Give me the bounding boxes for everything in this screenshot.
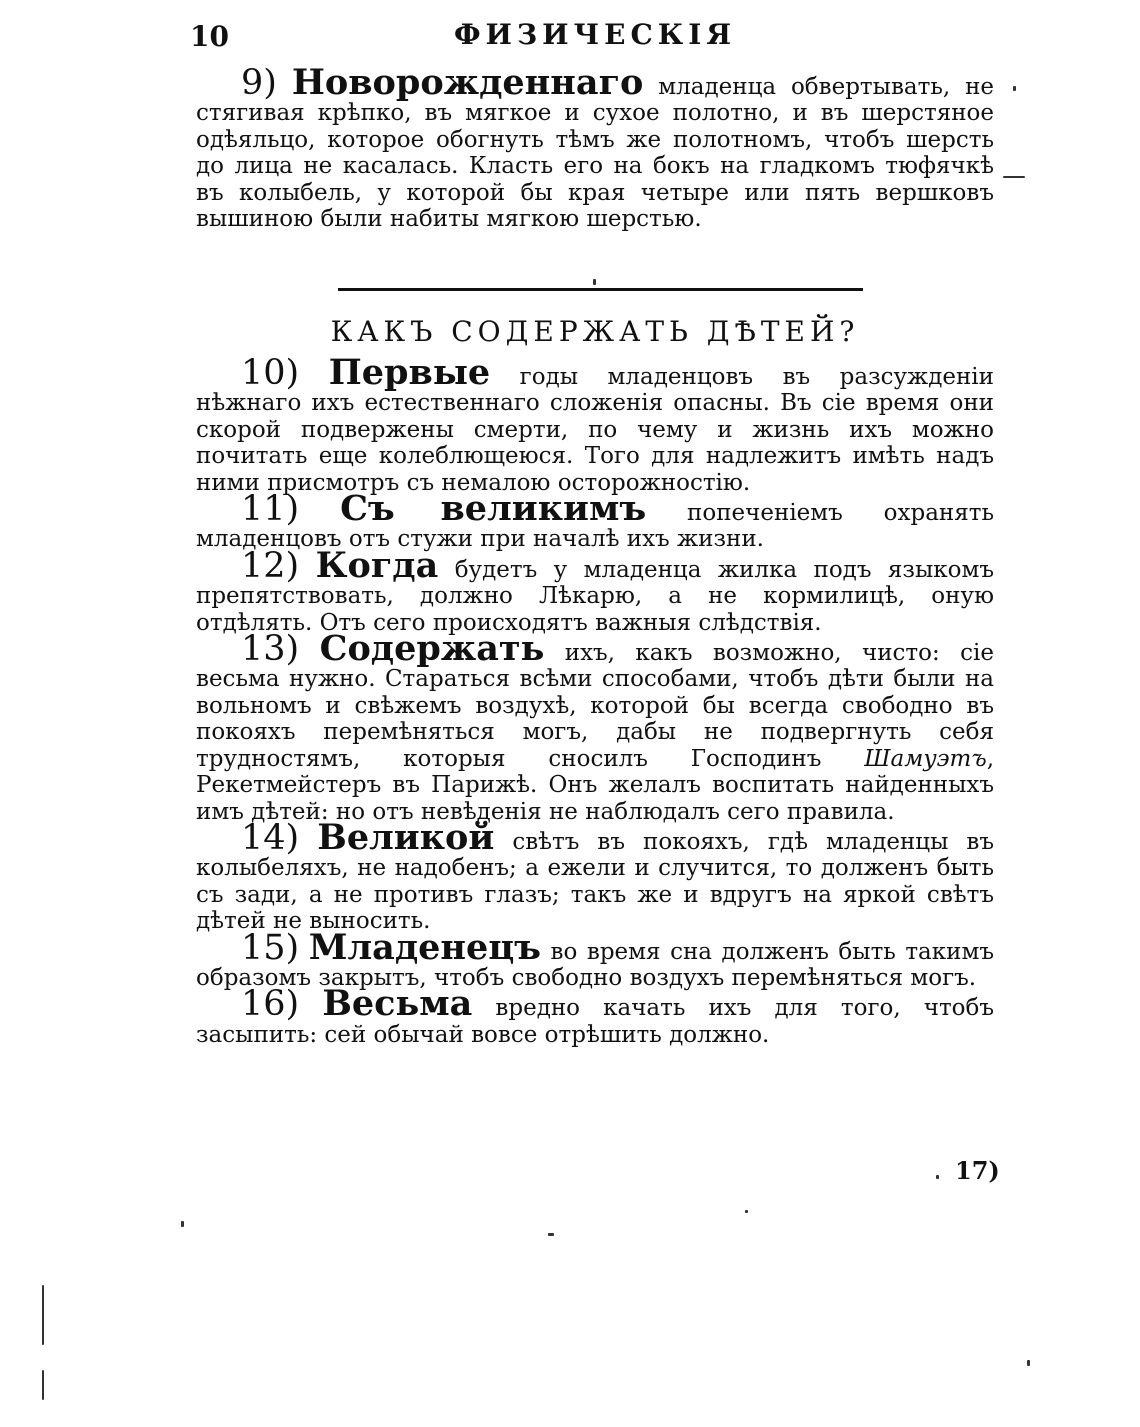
catchword: 17) (955, 1156, 1000, 1185)
section-divider (338, 288, 863, 291)
paragraph-number: 10) (241, 353, 300, 393)
paragraph-text: младенца обвертывать, не стягивая крѣпко, въ мягкое и сухое полотно, и въ шерстяное одѣяльцо, которое обогнуть тѣмъ же полотномъ, чтобъ шерсть до лица не касалась. Класть его на бокъ на гладкомъ тюфячкѣ въ колыбель, у которой бы края четыре или пять вершковъ вышиною были набиты мягкою шерстью. (196, 74, 995, 233)
paragraph-number: 9) (241, 63, 277, 103)
scan-speck (1013, 86, 1016, 91)
paragraph-12 (196, 544, 994, 636)
section-intro-text (196, 62, 995, 233)
paragraph-lead-word: Новорожденнаго (291, 62, 644, 103)
scan-speck (1003, 176, 1025, 178)
page-number: 10 (190, 20, 229, 53)
paragraph-16 (196, 983, 995, 1048)
paragraph-text: годы младенцовъ въ разсужденіи нѣжнаго ихъ естественнаго сложенія опасны. Въ сіе время они скорой подвержены смерти, по чему и жизнь ихъ можно почитать еще колеблющеюся. Того для надлежитъ имѣть надъ ними присмотръ съ немалою осторожностію. (196, 364, 994, 496)
paragraph-number: 15) (241, 927, 300, 968)
paragraph-number: 14) (241, 817, 300, 858)
emphasized-name: Шамуэтъ (864, 745, 987, 772)
paragraph-number: 12) (241, 545, 300, 586)
paragraph-lead-word: Младенецъ (308, 926, 542, 968)
paragraph-text: попеченіемъ охранять младенцовъ отъ стужи при началѣ ихъ жизни. (196, 500, 994, 553)
paragraph-number: 13) (241, 629, 300, 670)
scan-speck (593, 279, 596, 285)
paragraph-text: вредно качать ихъ для того, чтобъ засыпить: сей обычай вовсе отрѣшить должно. (196, 995, 995, 1048)
paragraph-text: будетъ у младенца жилка подъ языкомъ препятствовать, должно Лѣкарю, а не кормилицѣ, оную отдѣлять. Отъ сего происходятъ важныя слѣдствія. (196, 556, 994, 636)
paragraph-15 (196, 926, 995, 992)
paragraph-lead-word: Съ великимъ (340, 488, 647, 530)
scan-speck (1027, 1360, 1030, 1366)
paragraph-number: 16) (241, 984, 300, 1025)
scan-speck (181, 1221, 184, 1227)
scan-speck (745, 1210, 748, 1213)
section-body-text (196, 352, 995, 1048)
scan-speck (42, 1285, 44, 1345)
paragraph-14 (196, 816, 995, 935)
paragraph-text: во время сна долженъ быть такимъ образомъ закрытъ, чтобъ свободно воздухъ перемѣняться могъ. (196, 938, 995, 991)
paragraph-lead-word: Содержать (319, 628, 545, 670)
paragraph-10 (196, 352, 994, 496)
scan-speck (936, 1175, 939, 1179)
paragraph-text: , Рекетмейстеръ въ Парижѣ. Онъ желалъ воспитать найденныхъ имъ дѣтей: но отъ невѣденія не наблюдалъ сего правила. (196, 745, 994, 825)
paragraph-9 (196, 62, 995, 233)
scan-speck (42, 1370, 44, 1400)
paragraph-lead-word: Весьма (322, 983, 473, 1025)
running-title: ФИЗИЧЕСКІЯ (453, 18, 737, 51)
section-heading: КАКЪ СОДЕРЖАТЬ ДѢТЕЙ? (330, 315, 860, 348)
paragraph-text: свѣтъ въ покояхъ, гдѣ младенцы въ колыбеляхъ, не надобенъ; а ежели и случится, то долженъ быть съ зади, а не противъ глазъ; такъ же и вдругъ на яркой свѣтъ дѣтей не выносить. (196, 828, 995, 935)
paragraph-lead-word: Великой (317, 816, 495, 858)
paragraph-lead-word: Первые (328, 352, 491, 393)
page-header (190, 18, 1000, 58)
paragraph-13 (196, 628, 994, 825)
paragraph-number: 11) (241, 489, 300, 530)
paragraph-text: ихъ, какъ возможно, чисто: сіе весьма нужно. Стараться всѣми способами, чтобъ дѣти были на вольномъ и свѣжемъ воздухѣ, которой бы всегда свободно въ покояхъ перемѣняться могъ, дабы не подвергнуть себя трудностямъ, которыя сносилъ Господинъ (196, 640, 994, 772)
scan-speck (548, 1233, 554, 1236)
paragraph-lead-word: Когда (315, 544, 439, 586)
